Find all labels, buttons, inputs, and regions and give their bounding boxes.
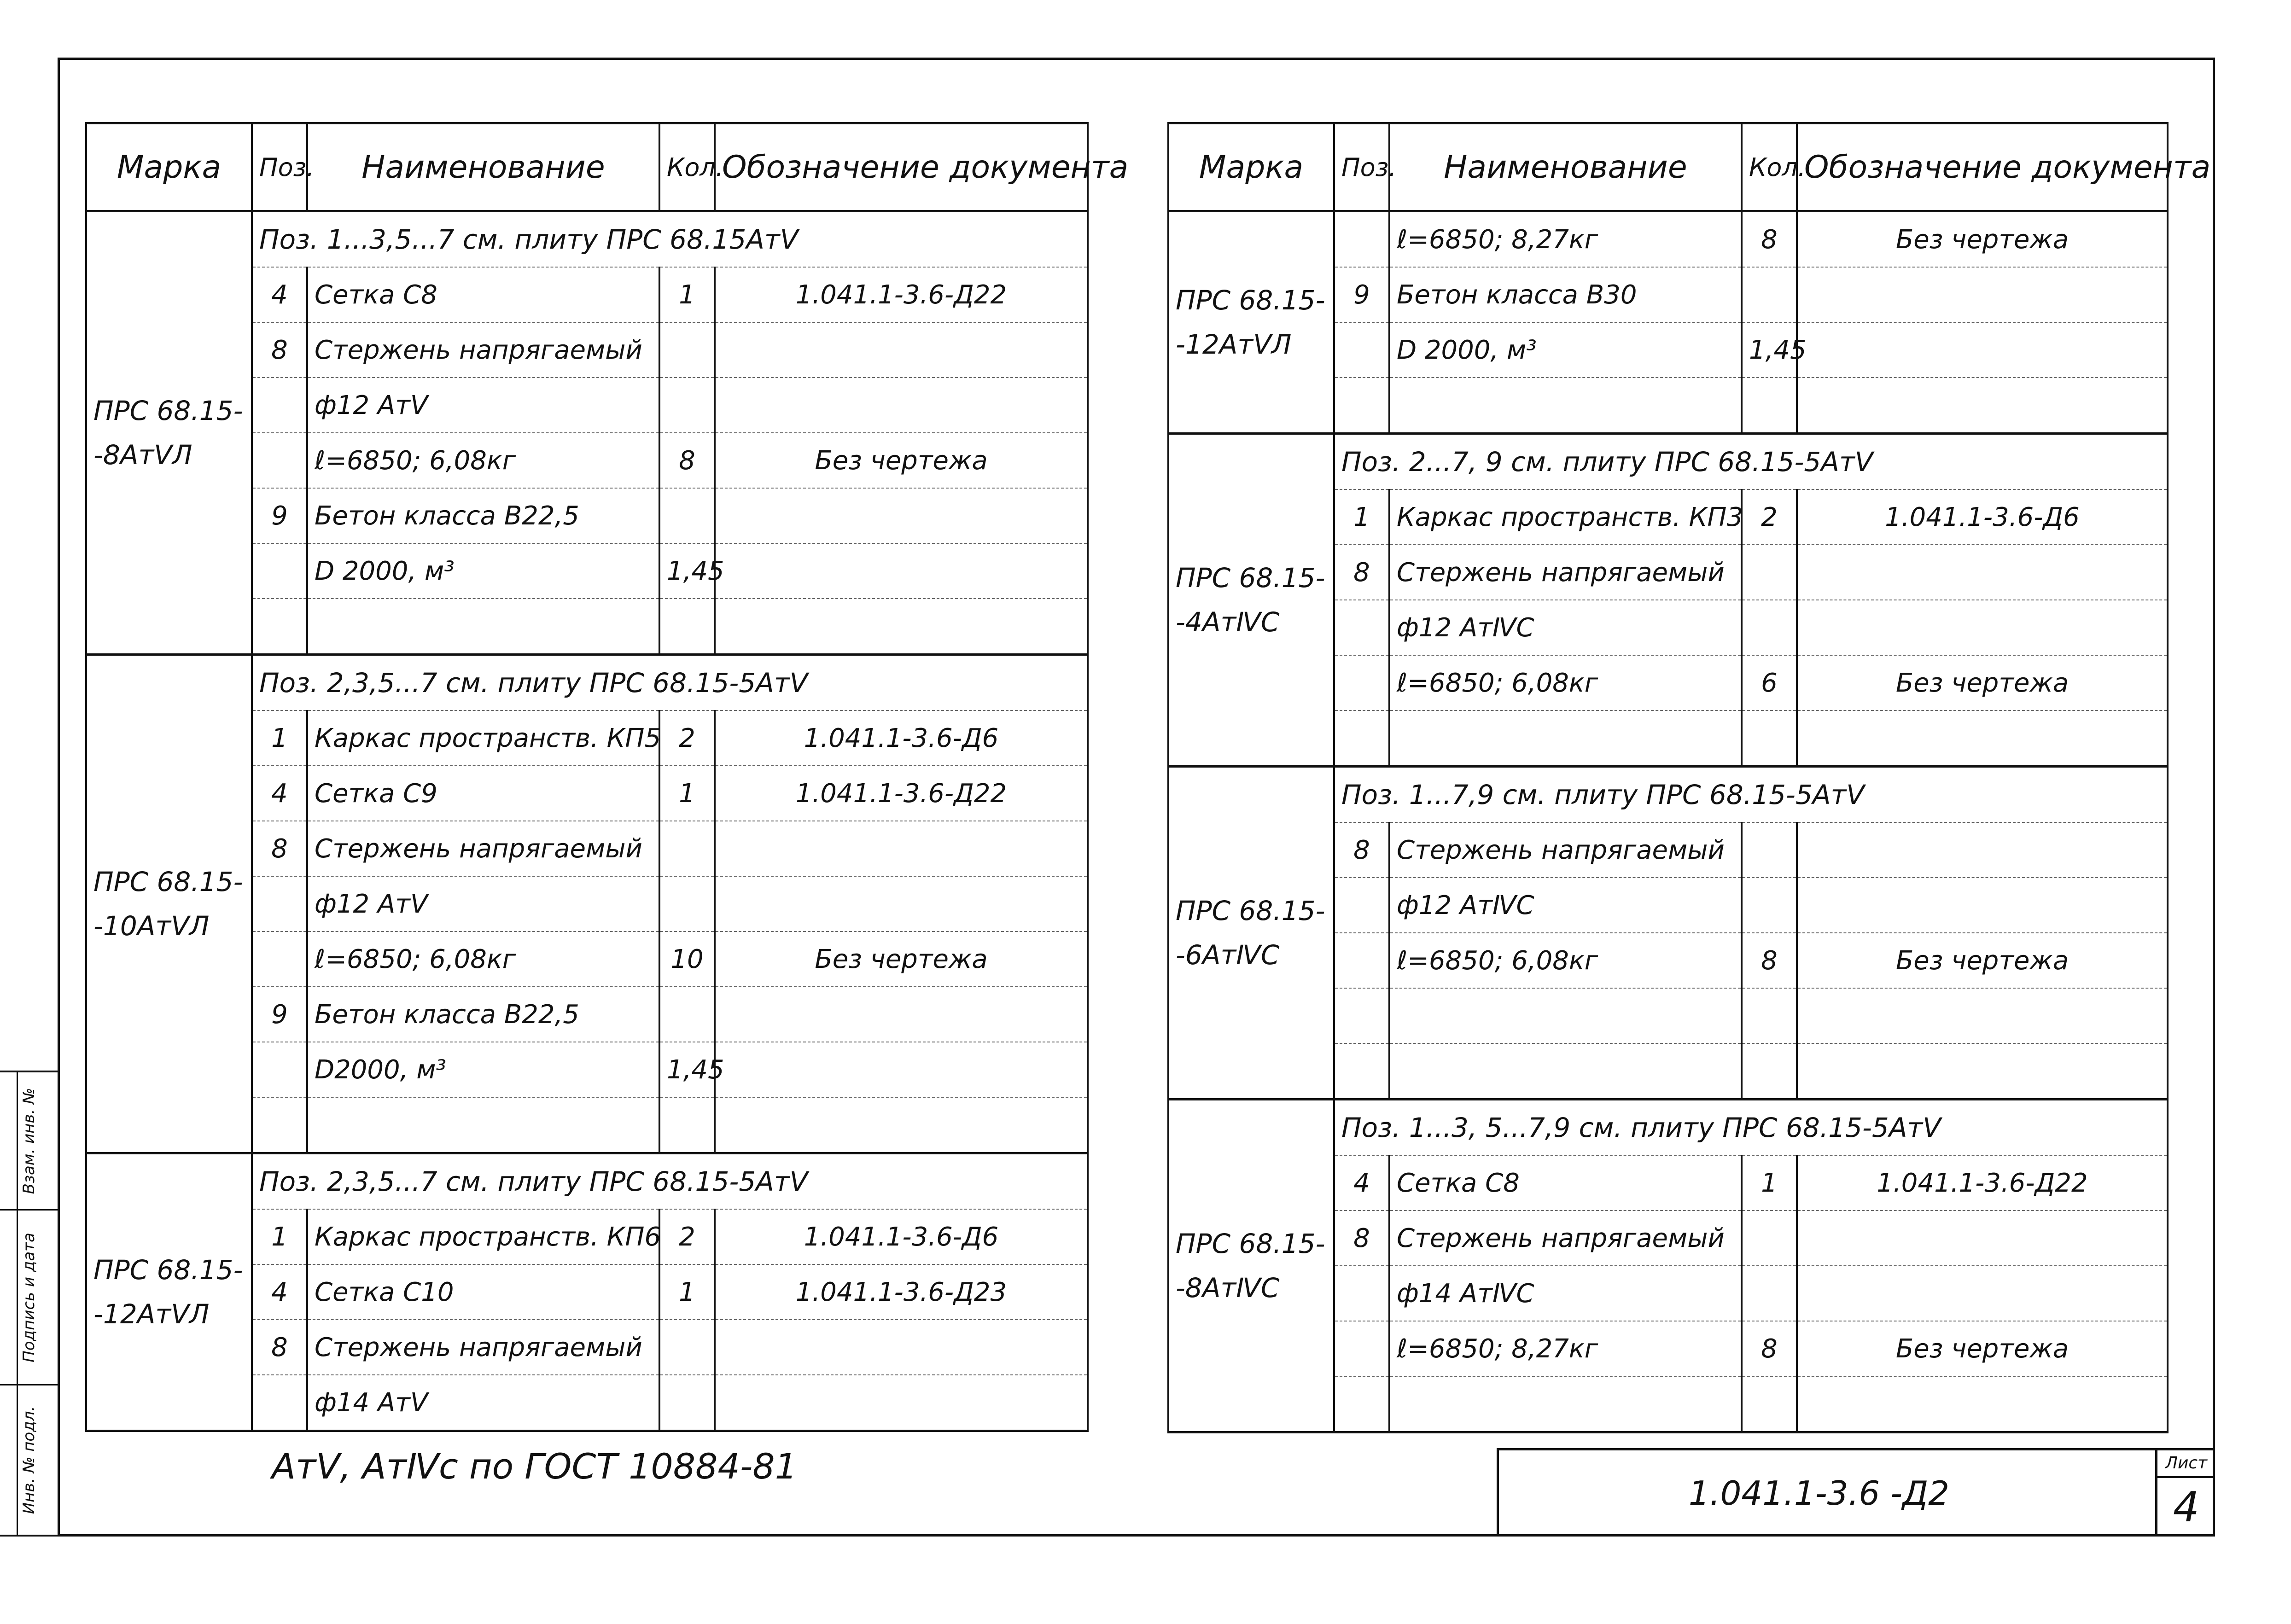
- table-header-row: [86, 123, 1088, 211]
- pos-cell: [1334, 1043, 1389, 1100]
- side-label-signature: Подпись и дата: [19, 1232, 38, 1362]
- qty-cell: [1742, 267, 1797, 322]
- sheet-box: [2155, 1450, 2215, 1537]
- qty-cell: [659, 378, 715, 433]
- name-cell: ф12 АтⅣС: [1389, 878, 1742, 933]
- name-cell: Каркас пространств. КП6: [307, 1209, 659, 1264]
- qty-cell: 1: [659, 1264, 715, 1320]
- name-cell: Сетка С8: [307, 267, 659, 322]
- name-cell: Стержень напрягаемый: [307, 1320, 659, 1375]
- doc-cell: Без чертежа: [715, 931, 1088, 987]
- name-cell: [1389, 710, 1742, 767]
- pos-cell: [252, 378, 307, 433]
- marka-line: ПРС 68.15-: [93, 1254, 243, 1286]
- header-doc: Обозначение документа: [715, 123, 1088, 211]
- doc-cell: [1797, 1376, 2168, 1432]
- marka-line: ПРС 68.15-: [1176, 562, 1325, 594]
- side-label-replacement: Взам. инв. №: [19, 1088, 38, 1194]
- doc-cell: [715, 1097, 1088, 1153]
- doc-cell: 1.041.1-3.6-Д22: [715, 267, 1088, 322]
- specification-table-right: [1167, 122, 2211, 1433]
- qty-cell: [659, 1097, 715, 1153]
- doc-cell: Без чертежа: [1797, 211, 2168, 268]
- qty-cell: 6: [1742, 655, 1797, 710]
- qty-cell: [659, 876, 715, 931]
- doc-cell: [715, 821, 1088, 876]
- group-note-row: [86, 1153, 1088, 1210]
- title-block-stamp: [1497, 1448, 2215, 1537]
- name-cell: [1389, 378, 1742, 434]
- marka-cell: [1168, 211, 1334, 434]
- qty-cell: [1742, 1043, 1797, 1100]
- header-marka: Марка: [1168, 123, 1334, 211]
- name-cell: Стержень напрягаемый: [307, 821, 659, 876]
- name-cell: ℓ=6850; 8,27кг: [1389, 211, 1742, 268]
- marka-cell: [86, 211, 252, 655]
- doc-cell: [715, 599, 1088, 655]
- pos-cell: 4: [1334, 1155, 1389, 1211]
- qty-cell: 1,45: [659, 543, 715, 599]
- marka-cell: [1168, 1100, 1334, 1432]
- marka-line: -6АтⅣС: [1176, 939, 1280, 971]
- group-note-row: [86, 655, 1088, 711]
- name-cell: [1389, 1043, 1742, 1100]
- doc-cell: 1.041.1-3.6-Д23: [715, 1264, 1088, 1320]
- qty-cell: [1742, 988, 1797, 1043]
- header-marka: Марка: [86, 123, 252, 211]
- pos-cell: [252, 433, 307, 488]
- group-note: Поз. 1...3, 5...7,9 см. плиту ПРС 68.15-5АтⅤ: [1334, 1100, 2168, 1156]
- header-name: Наименование: [1389, 123, 1742, 211]
- pos-cell: 4: [252, 267, 307, 322]
- side-cell-signature: [0, 1211, 58, 1385]
- group-note-row: [1168, 434, 2168, 490]
- pos-cell: 8: [252, 322, 307, 378]
- doc-cell: [1797, 1043, 2168, 1100]
- steel-standard-note: АтⅤ, АтⅣс по ГОСТ 10884-81: [272, 1446, 797, 1487]
- qty-cell: 1: [659, 766, 715, 821]
- doc-cell: [1797, 545, 2168, 600]
- pos-cell: 8: [252, 1320, 307, 1375]
- name-cell: ℓ=6850; 6,08кг: [307, 931, 659, 987]
- pos-cell: [1334, 988, 1389, 1043]
- pos-cell: 4: [252, 766, 307, 821]
- marka-line: -12АтⅤЛ: [1176, 329, 1292, 360]
- table-header-row: [1168, 123, 2168, 211]
- marka-cell: [86, 655, 252, 1153]
- qty-cell: 8: [1742, 933, 1797, 988]
- marka-cell: [1168, 434, 1334, 767]
- qty-cell: 8: [659, 433, 715, 488]
- name-cell: D2000, м³: [307, 1042, 659, 1097]
- pos-cell: 9: [1334, 267, 1389, 322]
- marka-line: -4АтⅣС: [1176, 606, 1280, 638]
- table-row: [1168, 211, 2168, 268]
- doc-cell: [1797, 988, 2168, 1043]
- marka-line: -8АтⅣС: [1176, 1272, 1280, 1304]
- pos-cell: [1334, 600, 1389, 655]
- specification-table-left: [85, 122, 1129, 1432]
- pos-cell: [1334, 710, 1389, 767]
- name-cell: Бетон класса В22,5: [307, 488, 659, 543]
- pos-cell: [1334, 878, 1389, 933]
- group-note: Поз. 2,3,5...7 см. плиту ПРС 68.15-5АтⅤ: [252, 655, 1088, 711]
- name-cell: [1389, 1376, 1742, 1432]
- name-cell: ф12 АтⅣС: [1389, 600, 1742, 655]
- qty-cell: [1742, 822, 1797, 878]
- pos-cell: [1334, 1266, 1389, 1321]
- qty-cell: [1742, 545, 1797, 600]
- name-cell: ℓ=6850; 6,08кг: [1389, 655, 1742, 710]
- doc-cell: [715, 876, 1088, 931]
- name-cell: ℓ=6850; 6,08кг: [1389, 933, 1742, 988]
- marka-line: ПРС 68.15-: [93, 866, 243, 897]
- qty-cell: 2: [659, 710, 715, 766]
- doc-cell: [1797, 600, 2168, 655]
- pos-cell: 4: [252, 1264, 307, 1320]
- header-name: Наименование: [307, 123, 659, 211]
- doc-cell: Без чертежа: [715, 433, 1088, 488]
- qty-cell: [659, 821, 715, 876]
- doc-cell: Без чертежа: [1797, 1321, 2168, 1376]
- name-cell: Сетка С9: [307, 766, 659, 821]
- pos-cell: [1334, 378, 1389, 434]
- name-cell: ф14 АтⅣС: [1389, 1266, 1742, 1321]
- qty-cell: 8: [1742, 1321, 1797, 1376]
- marka-line: ПРС 68.15-: [1176, 1228, 1325, 1259]
- pos-cell: [252, 1375, 307, 1431]
- name-cell: Сетка С10: [307, 1264, 659, 1320]
- doc-cell: 1.041.1-3.6-Д6: [1797, 489, 2168, 545]
- header-doc: Обозначение документа: [1797, 123, 2168, 211]
- qty-cell: [659, 488, 715, 543]
- doc-cell: [715, 1042, 1088, 1097]
- doc-cell: Без чертежа: [1797, 933, 2168, 988]
- name-cell: Бетон класса В22,5: [307, 987, 659, 1042]
- pos-cell: 8: [252, 821, 307, 876]
- doc-cell: [715, 1320, 1088, 1375]
- doc-cell: [1797, 822, 2168, 878]
- qty-cell: 1: [1742, 1155, 1797, 1211]
- doc-cell: [715, 322, 1088, 378]
- pos-cell: [252, 1097, 307, 1153]
- name-cell: ℓ=6850; 8,27кг: [1389, 1321, 1742, 1376]
- marka-line: -10АтⅤЛ: [93, 910, 210, 942]
- group-note-row: [1168, 1100, 2168, 1156]
- marka-cell: [1168, 767, 1334, 1100]
- pos-cell: 1: [1334, 489, 1389, 545]
- qty-cell: [659, 599, 715, 655]
- name-cell: Стержень напрягаемый: [1389, 822, 1742, 878]
- qty-cell: 1,45: [659, 1042, 715, 1097]
- group-note: Поз. 1...3,5...7 см. плиту ПРС 68.15АтⅤ: [252, 211, 1088, 268]
- pos-cell: [252, 599, 307, 655]
- doc-cell: [1797, 378, 2168, 434]
- name-cell: ф12 АтⅤ: [307, 876, 659, 931]
- pos-cell: 8: [1334, 1211, 1389, 1266]
- pos-cell: 9: [252, 987, 307, 1042]
- doc-cell: Без чертежа: [1797, 655, 2168, 710]
- qty-cell: [1742, 1211, 1797, 1266]
- pos-cell: 9: [252, 488, 307, 543]
- pos-cell: 8: [1334, 545, 1389, 600]
- header-qty: Кол.: [659, 123, 715, 211]
- qty-cell: 1,45: [1742, 322, 1797, 378]
- group-note-row: [1168, 767, 2168, 823]
- doc-cell: 1.041.1-3.6-Д22: [715, 766, 1088, 821]
- name-cell: D 2000, м³: [307, 543, 659, 599]
- doc-cell: [715, 488, 1088, 543]
- qty-cell: 10: [659, 931, 715, 987]
- name-cell: [307, 1097, 659, 1153]
- marka-line: -12АтⅤЛ: [93, 1298, 210, 1330]
- doc-cell: 1.041.1-3.6-Д22: [1797, 1155, 2168, 1211]
- qty-cell: [1742, 600, 1797, 655]
- doc-cell: [1797, 322, 2168, 378]
- header-pos: Поз.: [1334, 123, 1389, 211]
- name-cell: Стержень напрягаемый: [1389, 545, 1742, 600]
- marka-cell: [86, 1153, 252, 1431]
- pos-cell: 8: [1334, 822, 1389, 878]
- group-note: Поз. 2...7, 9 см. плиту ПРС 68.15-5АтⅤ: [1334, 434, 2168, 490]
- doc-cell: [715, 378, 1088, 433]
- group-note: Поз. 2,3,5...7 см. плиту ПРС 68.15-5АтⅤ: [252, 1153, 1088, 1210]
- name-cell: [307, 599, 659, 655]
- qty-cell: [659, 322, 715, 378]
- qty-cell: 1: [659, 267, 715, 322]
- name-cell: Сетка С8: [1389, 1155, 1742, 1211]
- pos-cell: [1334, 655, 1389, 710]
- qty-cell: [1742, 1376, 1797, 1432]
- pos-cell: [1334, 1321, 1389, 1376]
- qty-cell: 2: [659, 1209, 715, 1264]
- pos-cell: 1: [252, 1209, 307, 1264]
- pos-cell: 1: [252, 710, 307, 766]
- pos-cell: [252, 543, 307, 599]
- group-note: Поз. 1...7,9 см. плиту ПРС 68.15-5АтⅤ: [1334, 767, 2168, 823]
- doc-cell: [715, 987, 1088, 1042]
- document-code: 1.041.1-3.6 -Д2: [1688, 1474, 1950, 1513]
- name-cell: ф14 АтⅤ: [307, 1375, 659, 1431]
- marka-line: ПРС 68.15-: [1176, 895, 1325, 926]
- qty-cell: 8: [1742, 211, 1797, 268]
- name-cell: Каркас пространств. КП3: [1389, 489, 1742, 545]
- doc-cell: [715, 1375, 1088, 1431]
- side-stamp-strip: [0, 1071, 58, 1537]
- side-cell-replacement: [0, 1072, 58, 1211]
- name-cell: D 2000, м³: [1389, 322, 1742, 378]
- group-note-row: [86, 211, 1088, 268]
- side-label-inventory: Инв. № подл.: [19, 1406, 38, 1514]
- pos-cell: [1334, 322, 1389, 378]
- doc-cell: 1.041.1-3.6-Д6: [715, 1209, 1088, 1264]
- qty-cell: [659, 987, 715, 1042]
- pos-cell: [252, 931, 307, 987]
- doc-cell: [1797, 878, 2168, 933]
- marka-line: ПРС 68.15-: [93, 395, 243, 426]
- qty-cell: [1742, 878, 1797, 933]
- name-cell: Стержень напрягаемый: [1389, 1211, 1742, 1266]
- pos-cell: [1334, 933, 1389, 988]
- qty-cell: [659, 1375, 715, 1431]
- name-cell: ℓ=6850; 6,08кг: [307, 433, 659, 488]
- sheet-label: Лист: [2157, 1450, 2215, 1478]
- doc-cell: 1.041.1-3.6-Д6: [715, 710, 1088, 766]
- qty-cell: [1742, 710, 1797, 767]
- marka-line: ПРС 68.15-: [1176, 285, 1325, 316]
- qty-cell: [1742, 1266, 1797, 1321]
- header-pos: Поз.: [252, 123, 307, 211]
- qty-cell: 2: [1742, 489, 1797, 545]
- sheet-number: 4: [2173, 1483, 2200, 1531]
- name-cell: Стержень напрягаемый: [307, 322, 659, 378]
- pos-cell: [1334, 211, 1389, 268]
- doc-cell: [1797, 267, 2168, 322]
- marka-line: -8АтⅤЛ: [93, 439, 192, 471]
- qty-cell: [1742, 378, 1797, 434]
- doc-cell: [1797, 1266, 2168, 1321]
- name-cell: Каркас пространств. КП5: [307, 710, 659, 766]
- name-cell: [1389, 988, 1742, 1043]
- name-cell: Бетон класса В30: [1389, 267, 1742, 322]
- pos-cell: [252, 876, 307, 931]
- doc-cell: [715, 543, 1088, 599]
- header-qty: Кол.: [1742, 123, 1797, 211]
- doc-cell: [1797, 710, 2168, 767]
- qty-cell: [659, 1320, 715, 1375]
- pos-cell: [1334, 1376, 1389, 1432]
- pos-cell: [252, 1042, 307, 1097]
- name-cell: ф12 АтⅤ: [307, 378, 659, 433]
- side-cell-inventory: [0, 1385, 58, 1535]
- doc-cell: [1797, 1211, 2168, 1266]
